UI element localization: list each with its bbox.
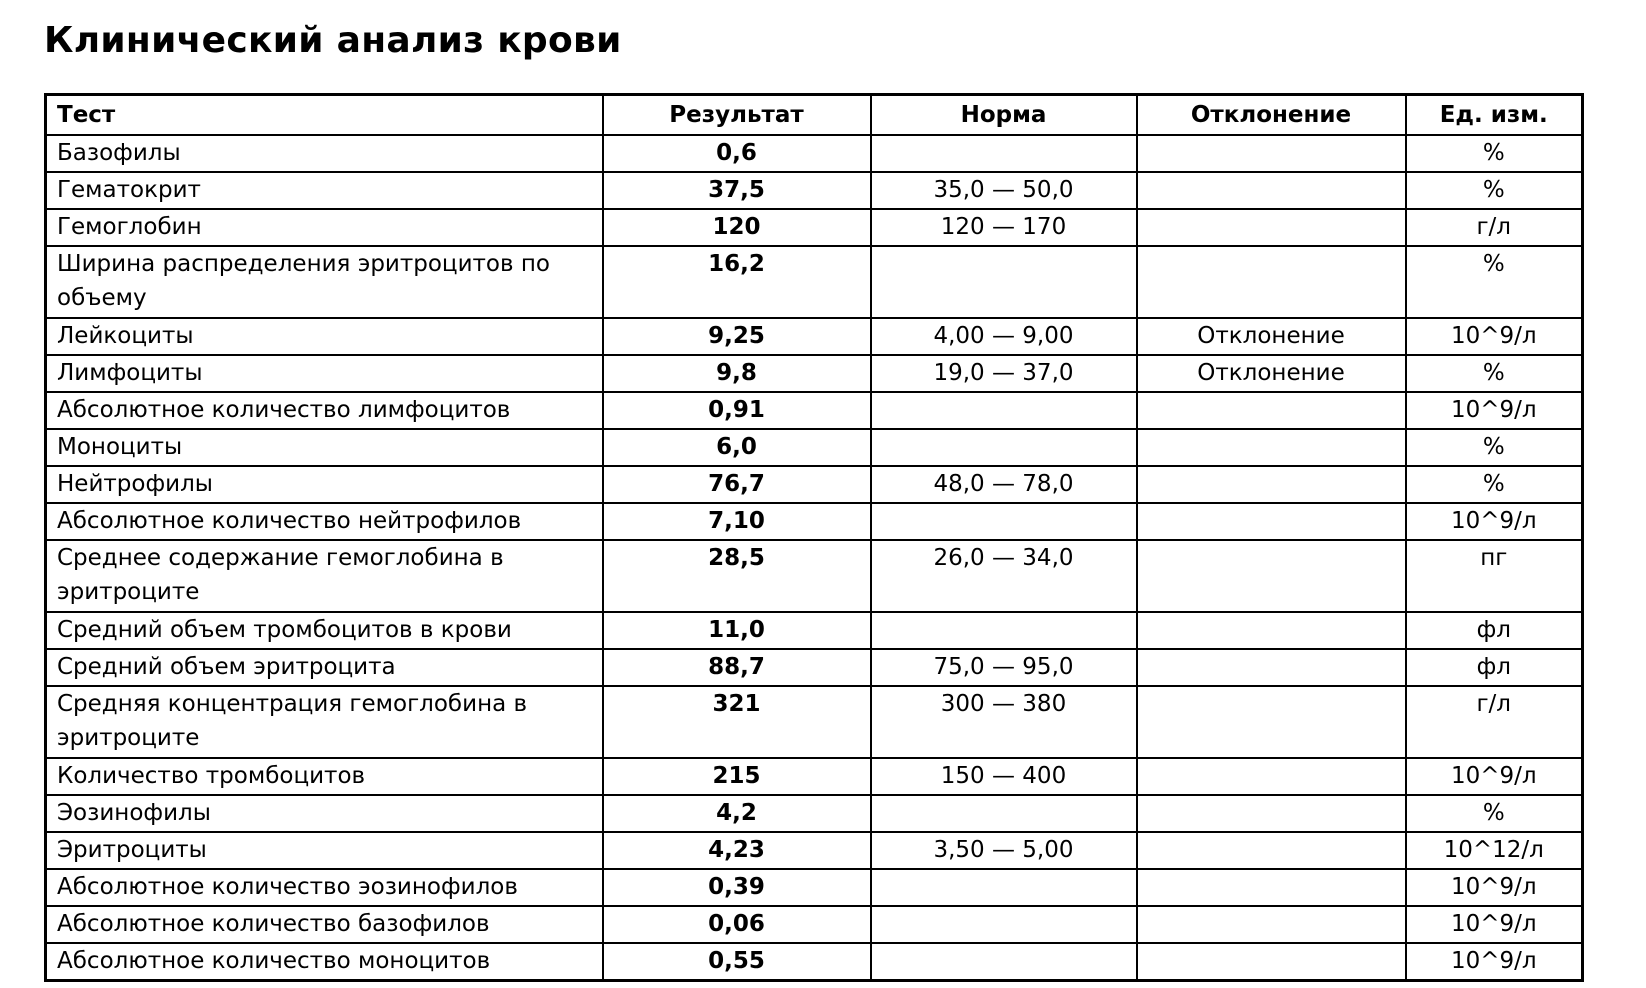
table-row: [46, 503, 1583, 540]
test-norm: 3,50 — 5,00: [871, 832, 1137, 869]
test-norm: [871, 906, 1137, 943]
test-unit: 10^12/л: [1406, 832, 1583, 869]
test-deviation: [1137, 869, 1406, 906]
test-result: 16,2: [603, 246, 871, 318]
test-deviation: [1137, 209, 1406, 246]
table-row: [46, 246, 1583, 318]
test-result: 0,6: [603, 135, 871, 172]
test-deviation: [1137, 466, 1406, 503]
blood-test-table: [44, 93, 1584, 982]
test-norm: [871, 943, 1137, 981]
test-result: 88,7: [603, 649, 871, 686]
test-name: Гематокрит: [46, 172, 603, 209]
test-name: Средняя концентрация гемоглобина в эритроците: [46, 686, 603, 758]
test-deviation: [1137, 795, 1406, 832]
test-result: 9,8: [603, 355, 871, 392]
test-name: Абсолютное количество эозинофилов: [46, 869, 603, 906]
test-unit: 10^9/л: [1406, 758, 1583, 795]
test-unit: фл: [1406, 649, 1583, 686]
test-deviation: [1137, 172, 1406, 209]
test-unit: %: [1406, 795, 1583, 832]
test-result: 9,25: [603, 318, 871, 355]
test-result: 11,0: [603, 612, 871, 649]
test-norm: 150 — 400: [871, 758, 1137, 795]
test-deviation: [1137, 832, 1406, 869]
test-norm: 300 — 380: [871, 686, 1137, 758]
test-norm: 35,0 — 50,0: [871, 172, 1137, 209]
test-deviation: [1137, 943, 1406, 981]
test-result: 0,06: [603, 906, 871, 943]
test-name: Средний объем эритроцита: [46, 649, 603, 686]
test-result: 321: [603, 686, 871, 758]
test-deviation: [1137, 540, 1406, 612]
test-name: Эозинофилы: [46, 795, 603, 832]
test-norm: [871, 869, 1137, 906]
test-name: Ширина распределения эритроцитов по объему: [46, 246, 603, 318]
test-result: 7,10: [603, 503, 871, 540]
table-row: [46, 466, 1583, 503]
column-header-deviation: Отклонение: [1137, 95, 1406, 136]
table-row: [46, 832, 1583, 869]
table-row: [46, 540, 1583, 612]
table-row: [46, 612, 1583, 649]
table-row: [46, 172, 1583, 209]
test-deviation: [1137, 686, 1406, 758]
test-result: 4,2: [603, 795, 871, 832]
table-row: [46, 649, 1583, 686]
test-norm: [871, 429, 1137, 466]
test-unit: г/л: [1406, 209, 1583, 246]
column-header-unit: Ед. изм.: [1406, 95, 1583, 136]
table-row: [46, 355, 1583, 392]
test-result: 215: [603, 758, 871, 795]
test-result: 76,7: [603, 466, 871, 503]
page-title: Клинический анализ крови: [44, 20, 622, 61]
test-unit: пг: [1406, 540, 1583, 612]
test-name: Лейкоциты: [46, 318, 603, 355]
test-deviation: [1137, 649, 1406, 686]
table-row: [46, 318, 1583, 355]
test-unit: 10^9/л: [1406, 392, 1583, 429]
column-header-test: Тест: [46, 95, 603, 136]
test-unit: 10^9/л: [1406, 943, 1583, 981]
test-unit: 10^9/л: [1406, 318, 1583, 355]
test-deviation: [1137, 246, 1406, 318]
test-name: Абсолютное количество моноцитов: [46, 943, 603, 981]
test-deviation: [1137, 758, 1406, 795]
table-row: [46, 135, 1583, 172]
test-result: 120: [603, 209, 871, 246]
test-deviation: [1137, 135, 1406, 172]
test-unit: %: [1406, 466, 1583, 503]
table-row: [46, 392, 1583, 429]
test-deviation: [1137, 392, 1406, 429]
test-unit: %: [1406, 246, 1583, 318]
table-row: [46, 209, 1583, 246]
test-name: Гемоглобин: [46, 209, 603, 246]
table-row: [46, 686, 1583, 758]
test-name: Базофилы: [46, 135, 603, 172]
column-header-result: Результат: [603, 95, 871, 136]
test-deviation: [1137, 612, 1406, 649]
test-unit: г/л: [1406, 686, 1583, 758]
test-norm: [871, 392, 1137, 429]
test-deviation: [1137, 429, 1406, 466]
test-unit: фл: [1406, 612, 1583, 649]
table-row: [46, 906, 1583, 943]
table-row: [46, 869, 1583, 906]
test-name: Абсолютное количество лимфоцитов: [46, 392, 603, 429]
table-row: [46, 795, 1583, 832]
table-row: [46, 758, 1583, 795]
test-name: Количество тромбоцитов: [46, 758, 603, 795]
test-unit: %: [1406, 135, 1583, 172]
test-deviation: Отклонение: [1137, 318, 1406, 355]
test-norm: 75,0 — 95,0: [871, 649, 1137, 686]
test-unit: %: [1406, 429, 1583, 466]
test-name: Среднее содержание гемоглобина в эритроците: [46, 540, 603, 612]
table-header-row: [46, 95, 1583, 136]
test-norm: 48,0 — 78,0: [871, 466, 1137, 503]
test-name: Эритроциты: [46, 832, 603, 869]
test-norm: [871, 503, 1137, 540]
test-name: Лимфоциты: [46, 355, 603, 392]
test-name: Средний объем тромбоцитов в крови: [46, 612, 603, 649]
column-header-norm: Норма: [871, 95, 1137, 136]
test-unit: %: [1406, 355, 1583, 392]
test-unit: 10^9/л: [1406, 869, 1583, 906]
test-result: 0,39: [603, 869, 871, 906]
test-norm: [871, 135, 1137, 172]
test-result: 6,0: [603, 429, 871, 466]
test-deviation: [1137, 503, 1406, 540]
test-norm: 19,0 — 37,0: [871, 355, 1137, 392]
test-norm: 26,0 — 34,0: [871, 540, 1137, 612]
test-norm: 4,00 — 9,00: [871, 318, 1137, 355]
test-result: 28,5: [603, 540, 871, 612]
table-row: [46, 429, 1583, 466]
test-deviation: Отклонение: [1137, 355, 1406, 392]
test-norm: [871, 612, 1137, 649]
test-unit: 10^9/л: [1406, 906, 1583, 943]
test-norm: [871, 246, 1137, 318]
test-name: Абсолютное количество нейтрофилов: [46, 503, 603, 540]
test-result: 0,91: [603, 392, 871, 429]
test-unit: 10^9/л: [1406, 503, 1583, 540]
test-deviation: [1137, 906, 1406, 943]
test-norm: 120 — 170: [871, 209, 1137, 246]
test-unit: %: [1406, 172, 1583, 209]
test-norm: [871, 795, 1137, 832]
test-name: Моноциты: [46, 429, 603, 466]
test-result: 4,23: [603, 832, 871, 869]
test-result: 37,5: [603, 172, 871, 209]
test-name: Нейтрофилы: [46, 466, 603, 503]
test-result: 0,55: [603, 943, 871, 981]
test-name: Абсолютное количество базофилов: [46, 906, 603, 943]
table-row: [46, 943, 1583, 981]
